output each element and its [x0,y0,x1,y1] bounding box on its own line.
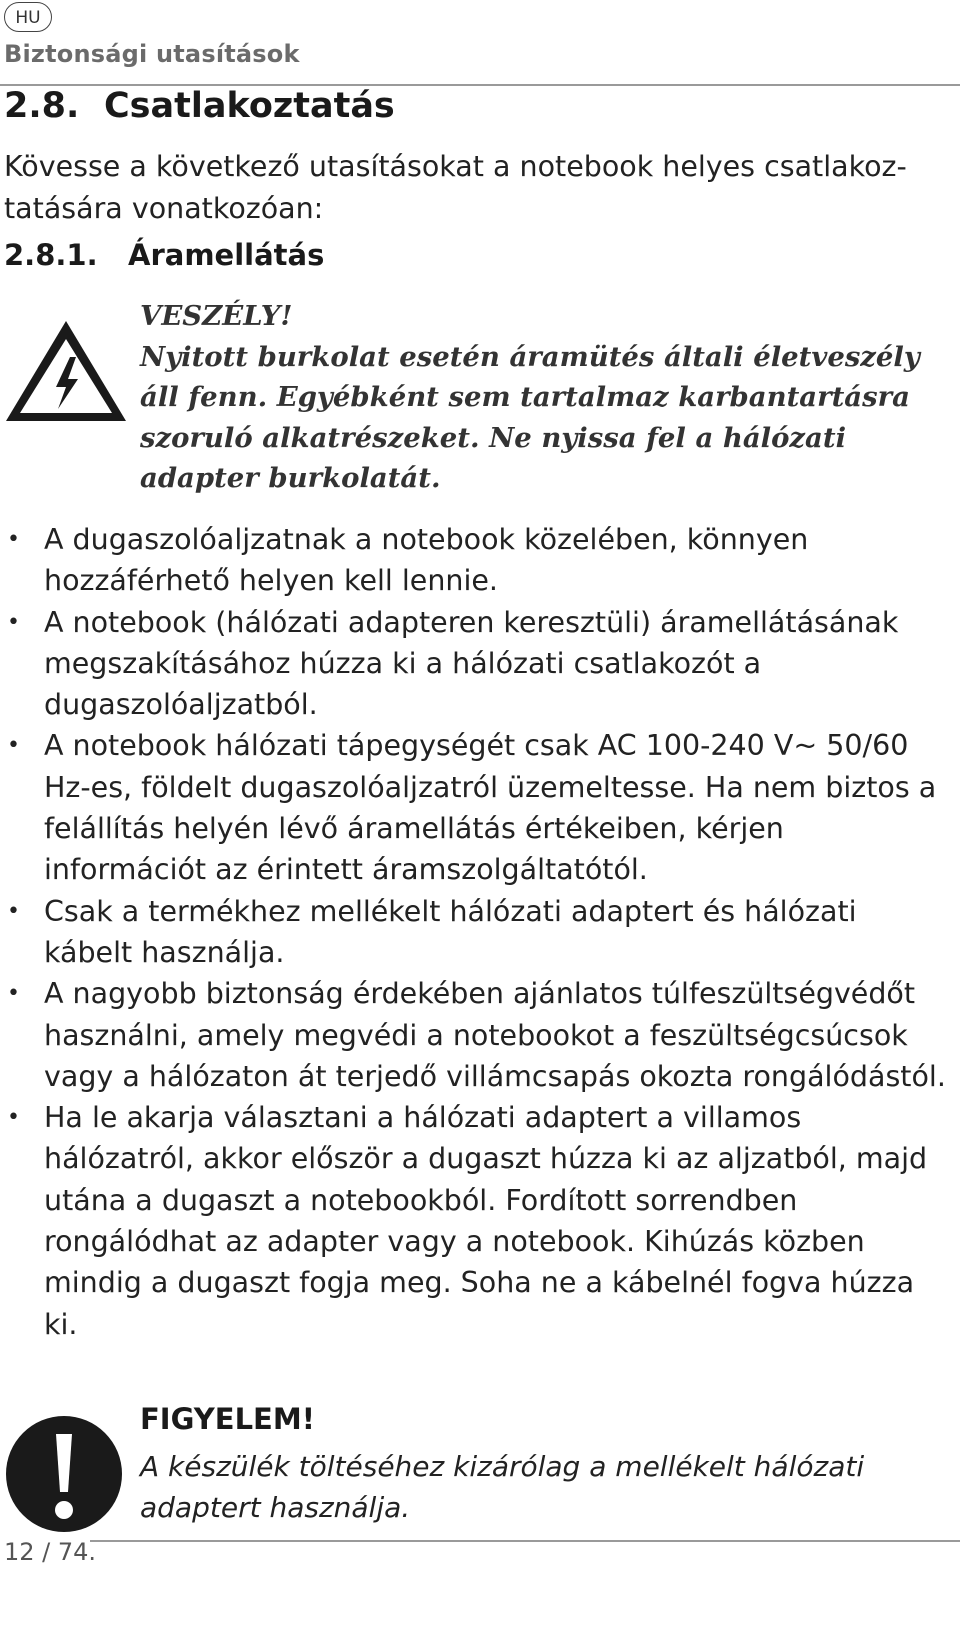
high-voltage-warning-icon [2,317,130,425]
heading-number: 2.8. [4,86,80,126]
notice-text: A készülék töltéséhez kizárólag a mellékelt hálózati adaptert használja. [140,1450,865,1524]
subheading-title: Áramellátás [128,238,325,272]
footer-divider [90,1540,960,1542]
list-item: • A dugaszolóaljzatnak a notebook közelében, könnyen hozzáférhető helyen kell lennie. [0,519,950,602]
bullet-icon: • [7,733,20,759]
danger-warning [140,296,940,499]
danger-title: VESZÉLY! [140,300,293,332]
section-label: Biztonsági utasítások [4,40,300,68]
subheading-power-supply [4,238,324,272]
safety-bullet-list [0,519,950,1345]
bullet-icon: • [7,981,20,1007]
list-item: • A notebook (hálózati adapteren keresztüli) áramellátásának megszakításához húzza ki a hálózati csatlakozót a dugaszolóaljzatból. [0,602,950,726]
page-number: 12 / 74. [4,1538,97,1566]
language-badge: HU [4,2,52,32]
list-item: • A nagyobb biztonság érdekében ajánlatos túlfeszültségvédőt használni, amely megvédi a notebookot a feszültségcsúcsok vagy a hálózaton át terjedő villámcsapás okozta rongálódástól. [0,973,950,1097]
intro-paragraph: Kövesse a következő utasításokat a notebook helyes csatlakoz-tatására vonatkozóan: [4,150,907,225]
bullet-icon: • [7,898,20,924]
danger-text: Nyitott burkolat esetén áramütés általi életveszély áll fenn. Egyébként sem tartalmaz karbantartásra szoruló alkatrészeket. Ne nyissa fel a hálózati adapter burkolatát. [140,340,920,494]
list-item: • Ha le akarja választani a hálózati adaptert a villamos hálózatról, akkor először a dugaszt húzza ki az aljzatból, majd utána a dugaszt a notebookból. Fordított sorrendben rongálódhat az adapter vagy a notebook. Kihúzás közben mindig a dugaszt fogja meg. Soha ne a kábelnél fogva húzza ki. [0,1097,950,1345]
heading-title: Csatlakoztatás [104,86,395,126]
notice-title: FIGYELEM! [140,1402,315,1436]
exclamation-icon [4,1414,124,1534]
heading-connection [4,86,395,126]
list-item: • Csak a termékhez mellékelt hálózati adaptert és hálózati kábelt használja. [0,891,950,974]
bullet-icon: • [7,609,20,635]
bullet-icon: • [7,1105,20,1131]
list-item: • A notebook hálózati tápegységét csak AC 100-240 V~ 50/60 Hz-es, földelt dugaszolóaljzatról üzemeltesse. Ha nem biztos a felállítás helyén lévő áramellátás értékeiben, kérjen információt az érintett áramszolgáltatótól. [0,725,950,890]
subheading-number: 2.8.1. [4,238,98,272]
bullet-icon: • [7,527,20,552]
